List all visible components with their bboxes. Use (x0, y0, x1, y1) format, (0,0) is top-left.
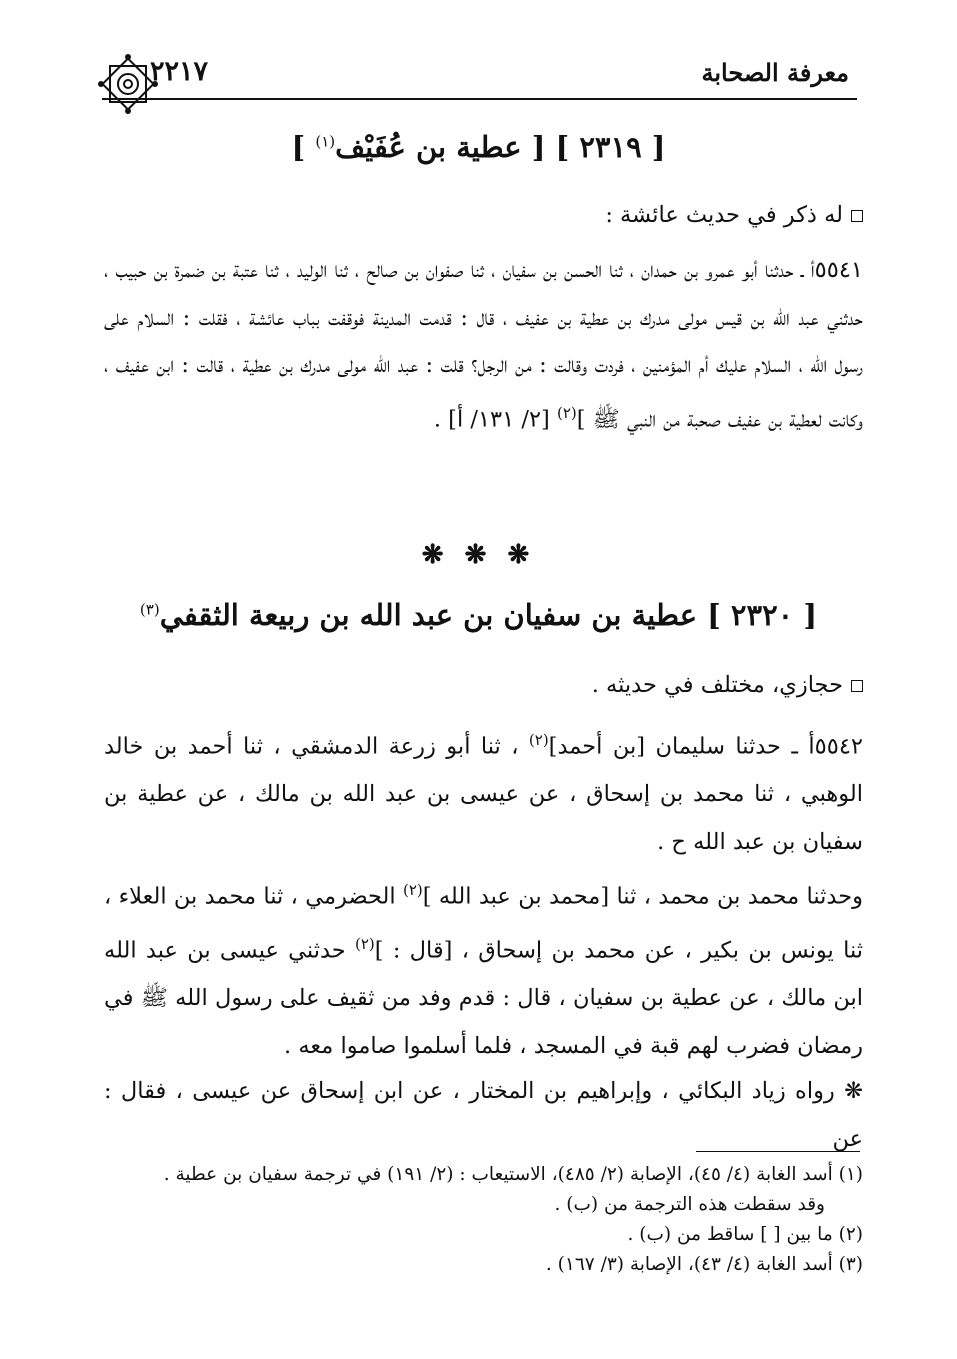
footnote-number: (٢) (838, 1224, 863, 1245)
hadith-text: ٥٥٤٢أ ـ حدثنا سليمان [بن أحمد] (548, 733, 863, 760)
footnote-ref: (٢) (402, 881, 423, 899)
page-number: ٢٢١٧ (150, 56, 209, 87)
footnote (104, 1160, 863, 1190)
header-rule (102, 98, 857, 100)
hadith-paragraph (104, 717, 863, 866)
footnote-text: أسد الغابة (٤/ ٤٣)، الإصابة (٣/ ١٦٧) . (545, 1254, 833, 1275)
footnote (104, 1250, 863, 1280)
footnote-ref: (٢) (528, 731, 549, 749)
hadith-text: حدثني عيسى بن عبد الله ابن مالك ، عن عطية بن سفيان ، قال : قدم وفد من ثقيف على رسول الله ﷺ في رمضان فضرب لهم قبة في المسجد ، فلما أسلموا صاموا معه . (104, 937, 863, 1059)
intro-text: حجازي، مختلف في حديثه . (591, 672, 843, 698)
footnote-text: ما بين [ ] ساقط من (ب) . (627, 1224, 833, 1245)
book-title: معرفة الصحابة (701, 58, 849, 87)
intro-text: له ذكر في حديث عائشة : (605, 202, 843, 228)
footnote-number: (١) (838, 1164, 863, 1185)
footnote-number: (٣) (838, 1254, 863, 1275)
footnote-ref: (٣) (139, 600, 160, 619)
footnote-ref: (٢) (354, 935, 375, 953)
hadith-text: ، ثنا أبو زرعة الدمشقي ، ثنا أحمد بن خالد الوهبي ، ثنا محمد بن إسحاق ، عن عيسى بن عبد الله بن مالك ، عن عطية بن سفيان بن عبد الله ح . (104, 733, 863, 855)
entry-intro (104, 192, 863, 240)
footnote-text: أسد الغابة (٤/ ٤٥)، الإصابة (٢/ ٤٨٥)، الاستيعاب : (٢/ ١٩١) في ترجمة سفيان بن عطية . (163, 1164, 833, 1185)
entry-title-text: [ ٢٣٢٠ ] عطية بن سفيان بن عبد الله بن ربيعة الثقفي (159, 598, 818, 632)
entry-title-text: [ ٢٣١٩ ] [ عطية بن عُفَيْف (335, 130, 666, 164)
footnotes (104, 1160, 863, 1280)
hadith-paragraph (104, 247, 863, 444)
entry-title: [ ٢٣١٩ ] [ عطية بن عُفَيْف$^{(١)}$ ] (291, 130, 666, 164)
footnote-ref: (١) (315, 132, 336, 151)
footnote-continuation: وقد سقطت هذه الترجمة من (ب) . (554, 1194, 825, 1215)
hadith-text: الحضرمي ، ثنا محمد بن العلاء ، ثنا يونس بن بكير ، عن محمد بن إسحاق ، [قال : ] (104, 883, 863, 964)
entry-intro (104, 662, 863, 710)
hadith-paragraph (104, 867, 863, 1070)
manuscript-ref: [٢/ ١٣١/ أ] . (433, 406, 550, 432)
hadith-text: وحدثنا محمد بن محمد ، ثنا [محمد بن عبد الله ] (422, 883, 864, 910)
hadith-text: ٥٥٤١أ ـ حدثنا أبو عمرو بن حمدان ، ثنا الحسن بن سفيان ، ثنا صفوان بن صالح ، ثنا الوليد ، ثنا عتبة بن ضمرة بن حبيب ، حدثني عبد الله بن قيس مولى مدرك بن عطية بن عفيف ، قال : قدمت المدينة فوقفت بباب عائشة ، فقلت : السلام على رسول الله ، السلام عليك أم المؤمنين ، فردت وقالت : من الرجل؟ قلت : عبد الله مولى مدرك بن عطية ، قالت : ابن عفيف ، وكانت لعطية بن عفيف صحبة من النبي ﷺ ] (104, 257, 863, 432)
entry-title (60, 598, 897, 632)
footnote-rule (696, 1151, 860, 1152)
footnote-ref: (٢) (556, 403, 577, 422)
footnote (104, 1220, 863, 1250)
square-bullet-icon (851, 680, 863, 692)
riwaya-paragraph: ❋ رواه زياد البكائي ، وإبراهيم بن المختار ، عن ابن إسحاق عن عيسى ، فقال : عن (104, 1078, 863, 1152)
section-separator: ❋ ❋ ❋ (421, 540, 536, 570)
square-bullet-icon (851, 210, 863, 222)
